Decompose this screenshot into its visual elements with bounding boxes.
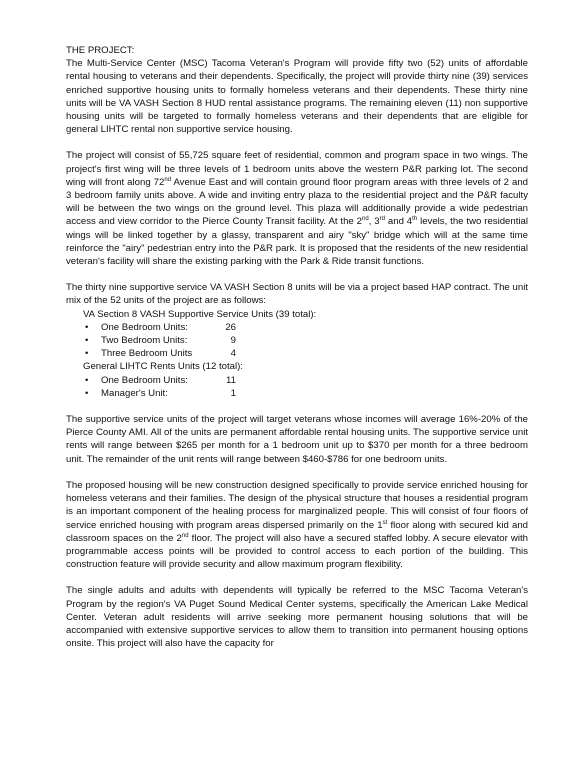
superscript: nd xyxy=(181,532,189,539)
unit-label: Two Bedroom Units: xyxy=(101,335,188,347)
unit-count: 26 xyxy=(225,321,236,333)
text-run: , 3 xyxy=(368,216,380,228)
bullet-icon: • xyxy=(85,387,89,399)
bullet-icon: • xyxy=(85,348,89,360)
paragraph-construction xyxy=(66,479,528,571)
superscript: rd xyxy=(379,216,385,223)
document-page xyxy=(66,44,528,650)
text-run: Avenue East and will contain ground floor program areas with three levels of 2 and 3 bedroom family units above. A wide and inviting entry plaza to the residential project and the P&R faculty will be between the two wings on the ground level. This plaza will additionally provide a wide pedestrian access and view corridor to the Pierce County Transit facility. At the 2 xyxy=(66,176,528,228)
unit-count: 4 xyxy=(230,348,236,360)
superscript: nd xyxy=(164,176,171,183)
superscript: st xyxy=(382,519,388,526)
text-run: The project will consist of 55,725 square feet of residential, common and program space in two wings. The project's first wing will be three levels of 1 bedroom units above the western P&R parking lot. The second wing will front along 72 xyxy=(66,150,528,188)
vash-units-title: VA Section 8 VASH Supportive Service Units (39 total): xyxy=(83,308,317,320)
list-item xyxy=(66,347,528,360)
lihtc-units-title: General LIHTC Rents Units (12 total): xyxy=(83,361,243,373)
text-run: and 4 xyxy=(384,216,413,228)
superscript: th xyxy=(412,216,418,223)
unit-label: Three Bedroom Units xyxy=(101,348,193,360)
unit-label: Manager's Unit: xyxy=(101,387,168,399)
paragraph-unit-mix: The thirty nine supportive service VA VASH Section 8 units will be via a project based HAP contract. The unit mix of the 52 units of the project are as follows: xyxy=(66,282,528,307)
list-item xyxy=(66,334,528,347)
list-item xyxy=(66,374,528,387)
unit-label: One Bedroom Units: xyxy=(101,374,188,386)
superscript: nd xyxy=(362,216,369,223)
paragraph-site-design xyxy=(66,149,528,268)
unit-label: One Bedroom Units: xyxy=(101,321,188,333)
paragraph-referrals: The single adults and adults with dependents will typically be referred to the MSC Tacoma Veteran's Program by the region's VA Puget Sound Medical Center systems, specifically the American Lake Medical Center. Veteran adult residents will arrive seeking more permanent housing solutions that will be accompanied with extensive supportive services to allow them to transition into permanent housing options onsite. This project will also have the capacity for xyxy=(66,585,528,650)
paragraph-rents: The supportive service units of the project will target veterans whose incomes will average 16%-20% of the Pierce County AMI. All of the units are permanent affordable rental housing units. The supportive service unit rents will range between $265 per month for a 1 bedroom unit up to $370 per month for a three bedroom unit. The remainder of the unit rents will range between $460-$786 for one bedroom units. xyxy=(66,414,528,465)
list-item xyxy=(66,387,528,400)
text-run: The proposed housing will be new construction designed specifically to provide service enriched housing for homeless veterans and their families. The design of the physical structure that houses a residential program is an important component of the healing process for marginalized people. This will consist of four floors of service enriched housing with program areas dispersed primarily on the 1 xyxy=(66,479,528,531)
text-run: floor. The project will also have a secured staffed lobby. A secure elevator with programmable access points will be provided to control access to each portion of the building. This construction feature will provide security and allow maximum program flexibility. xyxy=(66,532,528,571)
section-heading: THE PROJECT: xyxy=(66,45,135,56)
unit-count: 1 xyxy=(230,387,236,399)
list-item xyxy=(66,321,528,334)
unit-count: 11 xyxy=(226,374,236,386)
unit-count: 9 xyxy=(230,335,236,347)
vash-units-list xyxy=(66,321,528,361)
bullet-icon: • xyxy=(85,321,89,333)
bullet-icon: • xyxy=(85,374,89,386)
paragraph-overview: The Multi-Service Center (MSC) Tacoma Veteran's Program will provide fifty two (52) units of affordable rental housing to veterans and their dependents. Specifically, the project will provide thirty nine (39) services enriched supportive housing units to formally homeless veterans and their dependents. These thirty nine units will be VA VASH Section 8 HUD rental assistance programs. The remaining eleven (11) non supportive housing units will be targeted to formally homeless veterans and their dependents that are eligible for general LIHTC rental non supportive service housing. xyxy=(66,58,528,136)
text-run: floor along with secured kid and classroom spaces on the 2 xyxy=(66,519,529,544)
bullet-icon: • xyxy=(85,335,89,347)
text-run: levels, the two residential wings will be linked together by a glassy, transparent and airy "sky" bridge which will at the same time reinforce the "airy" pedestrian entry into the P&R park. It is proposed that the residents of the new residential veteran's facility will share the existing parking with the Park & Ride transit functions. xyxy=(66,216,528,268)
lihtc-units-list xyxy=(66,374,528,400)
